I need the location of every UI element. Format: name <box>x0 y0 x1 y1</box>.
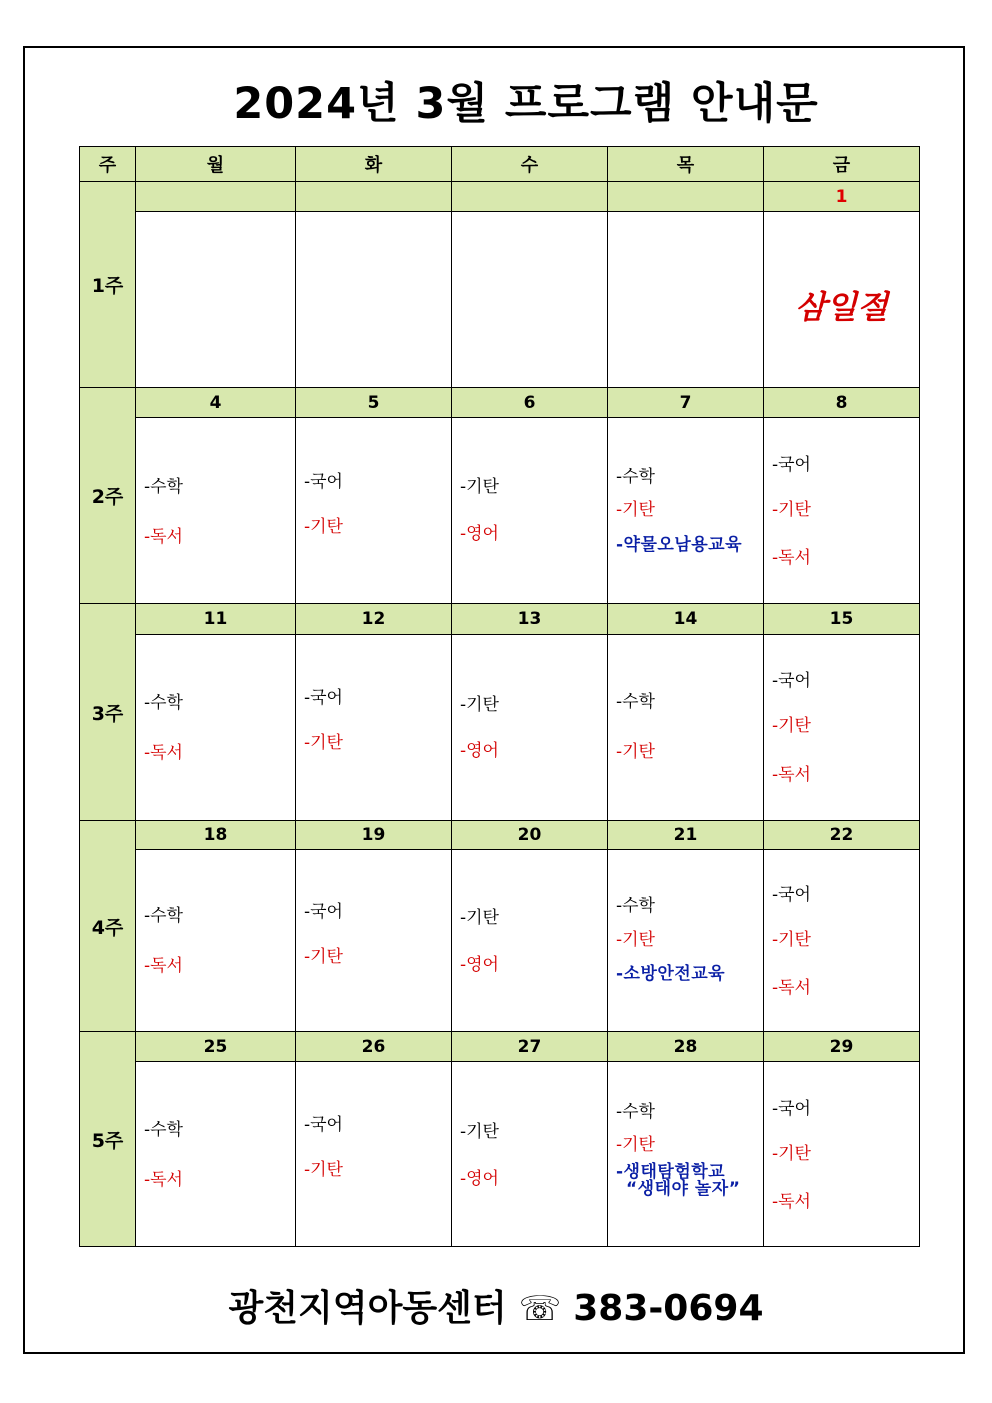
day-cell <box>296 1062 452 1247</box>
day-cell <box>452 418 608 604</box>
day-cell <box>764 418 920 604</box>
program-item: -기탄 <box>304 733 343 753</box>
week-content-row <box>80 212 920 388</box>
week-date-row <box>80 182 920 212</box>
day-cell <box>136 212 296 388</box>
program-item: -국어 <box>772 885 811 905</box>
date-cell: 13 <box>452 604 608 635</box>
program-item: -독서 <box>144 743 183 763</box>
date-cell: 25 <box>136 1032 296 1062</box>
program-item: -기탄 <box>460 695 499 715</box>
program-item: -국어 <box>304 1115 343 1135</box>
program-item: -독서 <box>772 765 811 785</box>
header-row <box>80 147 920 182</box>
program-item: -국어 <box>772 671 811 691</box>
program-item: -국어 <box>304 472 343 492</box>
week-content-row <box>80 850 920 1032</box>
program-item: -수학 <box>144 693 183 713</box>
program-item: -국어 <box>304 688 343 708</box>
program-item: -기탄 <box>772 500 811 520</box>
program-item: -수학 <box>616 692 655 712</box>
day-cell <box>452 850 608 1032</box>
week-label: 3주 <box>80 604 136 821</box>
day-cell <box>452 212 608 388</box>
footer <box>0 1280 992 1331</box>
program-item: -수학 <box>616 467 655 487</box>
program-item: -기탄 <box>772 930 811 950</box>
holiday-label: 삼일절 <box>795 288 888 326</box>
day-cell <box>608 850 764 1032</box>
day-cell <box>136 635 296 821</box>
week-content-row <box>80 635 920 821</box>
program-item: -영어 <box>460 741 499 761</box>
week-label: 1주 <box>80 182 136 388</box>
week-label: 4주 <box>80 821 136 1032</box>
date-cell <box>452 182 608 212</box>
program-item: -기탄 <box>772 1144 811 1164</box>
weeks-body <box>80 182 920 1247</box>
week-content-row <box>80 418 920 604</box>
header-wed: 수 <box>452 147 608 182</box>
program-item: -국어 <box>772 455 811 475</box>
date-cell <box>608 182 764 212</box>
program-item: -독서 <box>772 1192 811 1212</box>
day-cell <box>608 635 764 821</box>
program-item: -영어 <box>460 955 499 975</box>
program-item: -독서 <box>144 1170 183 1190</box>
date-cell: 7 <box>608 388 764 418</box>
program-item: -독서 <box>144 527 183 547</box>
program-item: -독서 <box>144 956 183 976</box>
header-week: 주 <box>80 147 136 182</box>
day-cell <box>764 1062 920 1247</box>
day-cell <box>608 1062 764 1247</box>
program-item: -국어 <box>772 1099 811 1119</box>
date-cell: 4 <box>136 388 296 418</box>
program-item: -영어 <box>460 1169 499 1189</box>
program-item: -기탄 <box>772 716 811 736</box>
week-label: 5주 <box>80 1032 136 1247</box>
date-cell: 11 <box>136 604 296 635</box>
date-cell: 14 <box>608 604 764 635</box>
program-item: -기탄 <box>460 477 499 497</box>
program-item: -기탄 <box>304 517 343 537</box>
day-cell <box>764 850 920 1032</box>
program-item: -기탄 <box>616 742 655 762</box>
program-item: -기탄 <box>304 947 343 967</box>
day-cell <box>452 635 608 821</box>
date-cell: 8 <box>764 388 920 418</box>
day-cell <box>764 635 920 821</box>
date-cell: 21 <box>608 821 764 850</box>
center-name: 광천지역아동센터 <box>228 1288 507 1329</box>
date-cell: 1 <box>764 182 920 212</box>
header-thu: 목 <box>608 147 764 182</box>
program-item: -기탄 <box>304 1160 343 1180</box>
program-item: -기탄 <box>616 1135 655 1155</box>
day-cell <box>608 212 764 388</box>
week-content-row <box>80 1062 920 1247</box>
program-item: -약물오남용교육 <box>616 535 743 555</box>
date-cell: 28 <box>608 1032 764 1062</box>
date-cell: 15 <box>764 604 920 635</box>
week-date-row <box>80 388 920 418</box>
day-cell <box>136 850 296 1032</box>
date-cell: 29 <box>764 1032 920 1062</box>
phone-number: 383-0694 <box>573 1288 764 1329</box>
program-item: -독서 <box>772 548 811 568</box>
date-cell: 12 <box>296 604 452 635</box>
program-item: -수학 <box>616 1102 655 1122</box>
day-cell <box>452 1062 608 1247</box>
week-date-row <box>80 604 920 635</box>
header-mon: 월 <box>136 147 296 182</box>
program-item: “생태야 놀자” <box>626 1179 741 1199</box>
week-label: 2주 <box>80 388 136 604</box>
day-cell <box>136 1062 296 1247</box>
program-item: -수학 <box>144 477 183 497</box>
day-cell <box>296 418 452 604</box>
header-tue: 화 <box>296 147 452 182</box>
program-item: -기탄 <box>616 500 655 520</box>
program-item: -수학 <box>144 906 183 926</box>
program-item: -생태탐험학교 <box>616 1162 726 1182</box>
date-cell <box>296 182 452 212</box>
date-cell <box>136 182 296 212</box>
day-cell <box>608 418 764 604</box>
date-cell: 22 <box>764 821 920 850</box>
date-cell: 6 <box>452 388 608 418</box>
program-item: -기탄 <box>460 1122 499 1142</box>
header-fri: 금 <box>764 147 920 182</box>
program-item: -수학 <box>616 896 655 916</box>
date-cell: 26 <box>296 1032 452 1062</box>
date-cell: 19 <box>296 821 452 850</box>
page-title: 2024년 3월 프로그램 안내문 <box>233 79 819 129</box>
day-cell <box>296 635 452 821</box>
program-item: -기탄 <box>460 908 499 928</box>
day-cell <box>296 212 452 388</box>
week-date-row <box>80 1032 920 1062</box>
day-cell <box>136 418 296 604</box>
day-cell <box>296 850 452 1032</box>
day-cell <box>764 212 920 388</box>
calendar-table <box>79 146 920 1247</box>
date-cell: 5 <box>296 388 452 418</box>
program-item: -영어 <box>460 524 499 544</box>
date-cell: 27 <box>452 1032 608 1062</box>
program-item: -기탄 <box>616 930 655 950</box>
program-item: -소방안전교육 <box>616 964 726 984</box>
week-date-row <box>80 821 920 850</box>
program-item: -수학 <box>144 1120 183 1140</box>
date-cell: 18 <box>136 821 296 850</box>
program-item: -독서 <box>772 978 811 998</box>
program-item: -국어 <box>304 902 343 922</box>
phone-icon: ☏ <box>518 1289 562 1329</box>
date-cell: 20 <box>452 821 608 850</box>
